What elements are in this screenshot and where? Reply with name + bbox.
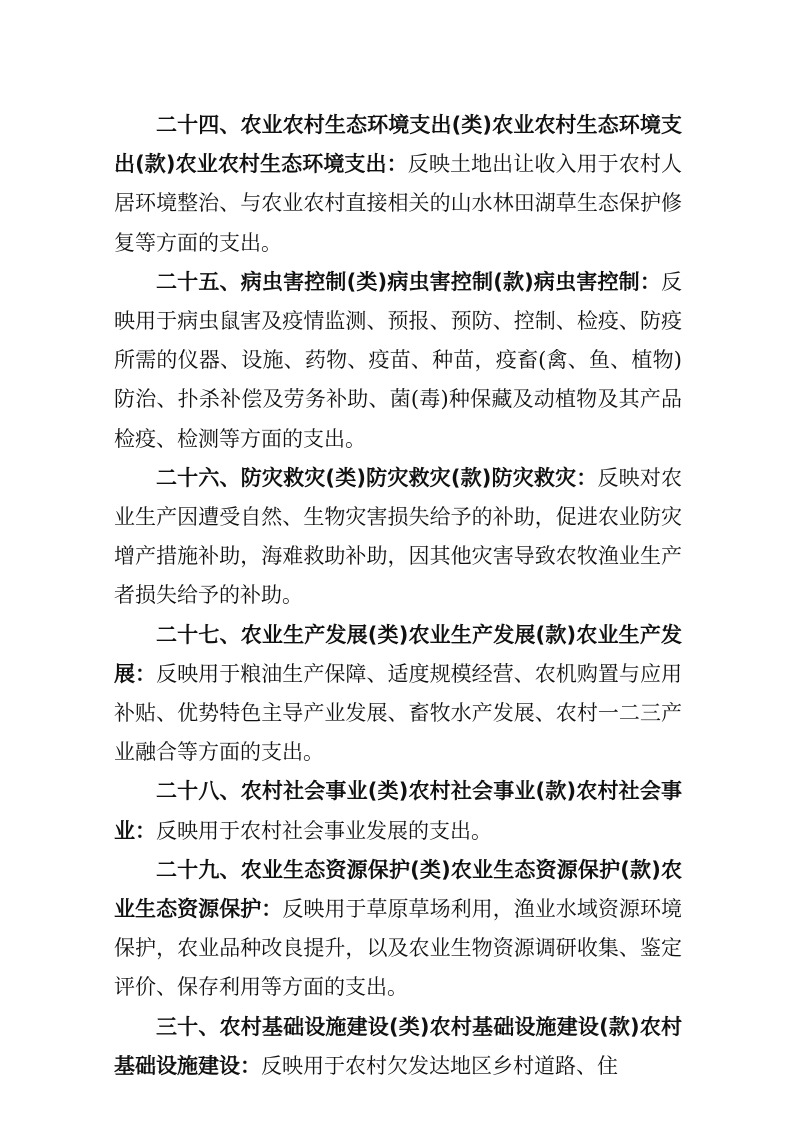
document-body: [114, 106, 682, 1086]
paragraph-24: [114, 106, 682, 263]
paragraph-heading: 二十九、农业生态资源保护(类)农业生态资源保护(款)农业生态资源保护：: [114, 857, 682, 922]
paragraph-heading: 二十七、农业生产发展(类)农业生产发展(款)农业生产发展：: [114, 622, 682, 686]
paragraph-28: [114, 772, 682, 850]
paragraph-heading: 二十五、病虫害控制(类)病虫害控制(款)病虫害控制：: [156, 269, 661, 294]
paragraph-heading: 二十六、防灾救灾(类)防灾救灾(款)防灾救灾：: [156, 465, 598, 490]
paragraph-text: 反映对农业生产因遭受自然、生物灾害损失给予的补助，促进农业防灾增产措施补助，海难救助补助，因其他灾害导致农牧渔业生产者损失给予的补助。: [114, 465, 683, 608]
paragraph-heading: 三十、农村基础设施建设(类)农村基础设施建设(款)农村基础设施建设：: [114, 1014, 682, 1078]
paragraph-29: [114, 851, 682, 1008]
paragraph-text: 反映用于农村社会事业发展的支出。: [156, 818, 492, 843]
paragraph-heading: 二十四、农业农村生态环境支出(类)农业农村生态环境支出(款)农业农村生态环境支出：: [114, 113, 682, 177]
paragraph-27: [114, 616, 682, 773]
paragraph-25: [114, 263, 682, 459]
paragraph-text: 反映用于农村欠发达地区乡村道路、住: [261, 1053, 618, 1078]
paragraph-30: [114, 1008, 682, 1086]
paragraph-text: 反映土地出让收入用于农村人居环境整治、与农业农村直接相关的山水林田湖草生态保护修复等方面的支出。: [114, 152, 682, 255]
paragraph-text: 反映用于草原草场利用，渔业水域资源环境保护，农业品种改良提升，以及农业生物资源调研收集、鉴定评价、保存利用等方面的支出。: [114, 897, 683, 1000]
paragraph-text: 反映用于病虫鼠害及疫情监测、预报、预防、控制、检疫、防疫所需的仪器、设施、药物、疫苗、种苗，疫畜(禽、鱼、植物)防治、扑杀补偿及劳务补助、菌(毒)种保藏及动植物及其产品检疫、检测等方面的支出。: [114, 269, 682, 451]
paragraph-text: 反映用于粮油生产保障、适度规模经营、农机购置与应用补贴、优势特色主导产业发展、畜牧水产发展、农村一二三产业融合等方面的支出。: [114, 661, 682, 765]
paragraph-heading: 二十八、农村社会事业(类)农村社会事业(款)农村社会事业：: [114, 779, 682, 843]
paragraph-26: [114, 459, 682, 616]
